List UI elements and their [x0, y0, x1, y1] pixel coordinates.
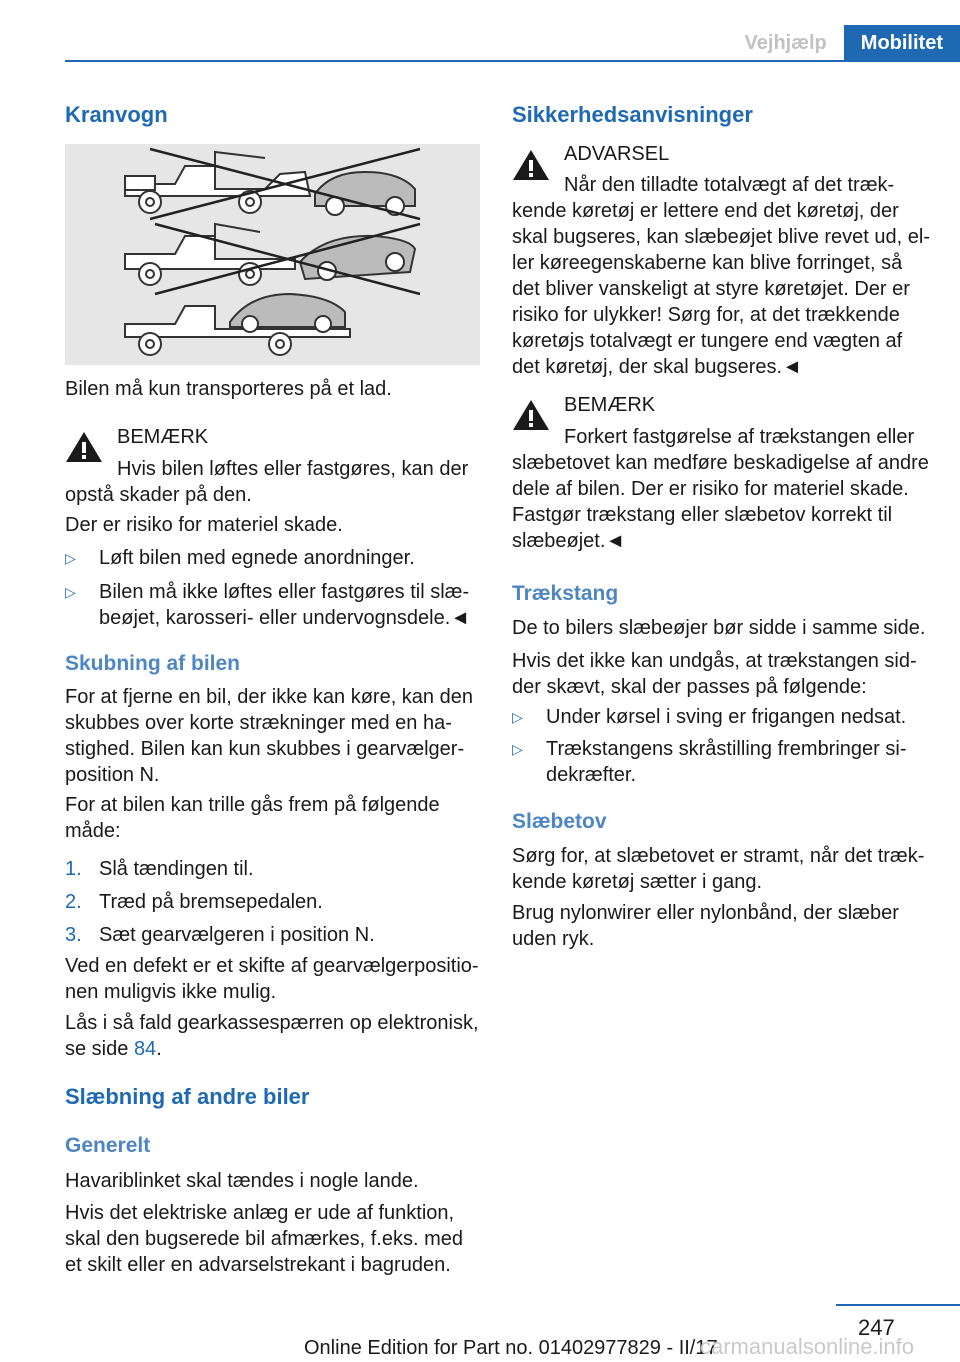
tab-vejhjaelp[interactable]: Vejhjælp: [744, 32, 827, 54]
paragraph-risiko: Der er risiko for materiel skade.: [65, 514, 343, 536]
paragraph-side: De to bilers slæbeøjer bør sidde i samme side.: [512, 617, 926, 639]
list-item: 1. Slå tændingen til.: [65, 858, 254, 880]
bullet-triangle-icon: ▷: [65, 584, 76, 600]
heading-kranvogn: Kranvogn: [65, 102, 168, 127]
heading-traekstang: Trækstang: [512, 582, 619, 605]
note1-title: BEMÆRK: [117, 426, 209, 448]
footer-rule: [836, 1304, 960, 1306]
tab-mobilitet[interactable]: Mobilitet: [844, 25, 960, 61]
heading-slaebning: Slæbning af andre biler: [65, 1084, 310, 1109]
tow-truck-illustration: [65, 144, 480, 365]
warning-title: ADVARSEL: [564, 143, 670, 165]
heading-skubning: Skubning af bilen: [65, 652, 241, 675]
list-item: 3. Sæt gearvælgeren i position N.: [65, 924, 375, 946]
bullet-triangle-icon: ▷: [65, 550, 76, 566]
list-item: ▷ Trækstangens skråstilling frembringer si-dekræfter.: [512, 738, 907, 786]
heading-generelt: Generelt: [65, 1134, 151, 1157]
header-rule: [65, 60, 960, 62]
paragraph-undgaas: Hvis det ikke kan undgås, at trækstangen sid-der skævt, skal der passes på følgende:: [512, 650, 917, 698]
watermark: carmanualsonline.info: [700, 1334, 915, 1359]
section-tabs: [728, 25, 960, 61]
note2-text: Forkert fastgørelse af trækstangen eller slæbetovet kan medføre beskadigelse af andre dele af bilen. Der er risiko for materiel skade. Fastgør trækstang eller slæbetov korrekt til slæbeøjet.◄: [512, 426, 929, 552]
paragraph-nylon: Brug nylonwirer eller nylonbånd, der slæber uden ryk.: [512, 902, 899, 950]
edition-text: Online Edition for Part no. 01402977829 - II/17: [304, 1337, 718, 1359]
list-item: ▷ Bilen må ikke løftes eller fastgøres til slæ-beøjet, karosseri- eller undervognsdele.◄: [65, 581, 471, 629]
paragraph-skub2: For at bilen kan trille gås frem på følgende måde:: [65, 794, 440, 842]
list-item: ▷ Under kørsel i sving er frigangen nedsat.: [512, 706, 907, 728]
paragraph-defekt: Ved en defekt er et skifte af gearvælgerpositio-nen muligvis ikke mulig.: [65, 955, 479, 1003]
heading-slaebetov: Slæbetov: [512, 810, 607, 833]
warning-text: Når den tilladte totalvægt af det træk-kende køretøj er lettere end det køretøj, der skal bugseres, kan slæbeøjet blive revet ud, el-ler køreegenskaberne kan blive forringet, så det bliver vanskeligt at styre køretøjet. Der er risiko for ulykker! Sørg for, at det trækkende køretøjs totalvægt er tungere end vægten af det køretøj, der skal bugseres.◄: [512, 174, 930, 378]
page-link[interactable]: 84: [133, 1038, 157, 1060]
paragraph-elektrisk: Hvis det elektriske anlæg er ude af funktion, skal den bugserede bil afmærkes, f.eks. med et skilt eller en advarselstrekant i bagruden.: [65, 1202, 463, 1276]
page-number: 247: [858, 1315, 895, 1340]
note2-title: BEMÆRK: [564, 394, 656, 416]
heading-sikkerhed: Sikkerhedsanvisninger: [512, 102, 753, 127]
bullet-triangle-icon: ▷: [512, 741, 523, 757]
bullet-triangle-icon: ▷: [512, 709, 523, 725]
paragraph-skub1: For at fjerne en bil, der ikke kan køre, kan den skubbes over korte strækninger med en ha-stighed. Bilen kan kun skubbes i gearvælger-position N.: [65, 686, 473, 786]
paragraph-lad: Bilen må kun transporteres på et lad.: [65, 378, 392, 400]
note1-text: Hvis bilen løftes eller fastgøres, kan der opstå skader på den.: [65, 458, 469, 506]
paragraph-stramt: Sørg for, at slæbetovet er stramt, når det træk-kende køretøj sætter i gang.: [512, 845, 925, 893]
tow-truck-drawing: [65, 144, 480, 365]
paragraph-havari: Havariblinket skal tændes i nogle lande.: [65, 1170, 419, 1192]
list-item: ▷ Løft bilen med egnede anordninger.: [65, 547, 415, 569]
paragraph-laas: Lås i så fald gearkassespærren op elektronisk, se side 84.: [65, 1012, 479, 1060]
list-item: 2. Træd på bremsepedalen.: [65, 891, 323, 913]
